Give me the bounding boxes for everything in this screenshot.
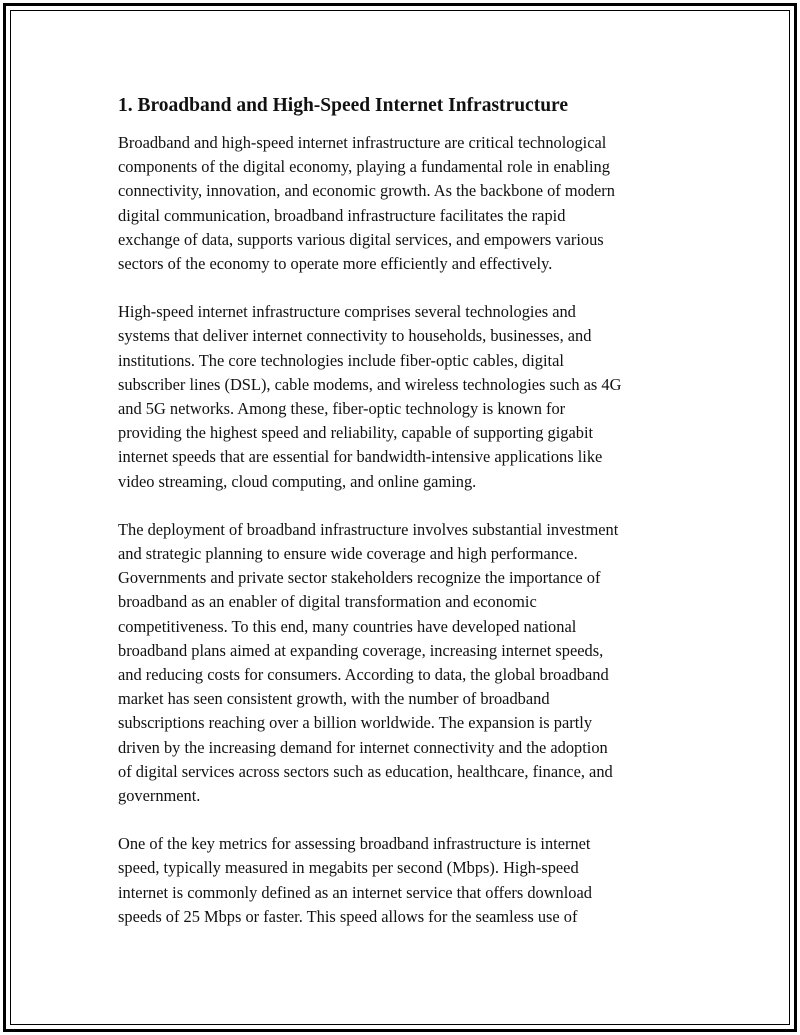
document-body	[118, 92, 688, 953]
text-line: institutions. The core technologies include fiber-optic cables, digital	[118, 350, 564, 370]
text-line: subscriber lines (DSL), cable modems, and wireless technologies such as 4G	[118, 374, 622, 394]
text-line: subscriptions reaching over a billion worldwide. The expansion is partly	[118, 713, 593, 733]
text-line: driven by the increasing demand for internet connectivity and the adoption	[118, 737, 608, 757]
text-line: Governments and private sector stakeholders recognize the importance of	[118, 568, 601, 588]
text-line: government.	[118, 786, 201, 806]
text-line: video streaming, cloud computing, and online gaming.	[118, 471, 477, 491]
text-line: sectors of the economy to operate more efficiently and effectively.	[118, 254, 553, 274]
text-line: internet speeds that are essential for bandwidth-intensive applications like	[118, 447, 603, 467]
text-line: The deployment of broadband infrastructure involves substantial investment	[118, 519, 619, 539]
text-line: components of the digital economy, playing a fundamental role in enabling	[118, 157, 610, 177]
text-line: market has seen consistent growth, with the number of broadband	[118, 689, 550, 709]
text-line: internet is commonly defined as an internet service that offers download	[118, 882, 592, 902]
text-line: digital communication, broadband infrastructure facilitates the rapid	[118, 205, 566, 225]
text-line: exchange of data, supports various digital services, and empowers various	[118, 229, 604, 249]
text-line: and 5G networks. Among these, fiber-optic technology is known for	[118, 399, 566, 419]
text-line: of digital services across sectors such as education, healthcare, finance, and	[118, 761, 613, 781]
text-line: broadband plans aimed at expanding coverage, increasing internet speeds,	[118, 640, 604, 660]
text-line: High-speed internet infrastructure comprises several technologies and	[118, 302, 576, 322]
paragraph-1	[118, 131, 688, 276]
text-line: broadband as an enabler of digital transformation and economic	[118, 592, 537, 612]
paragraph-3	[118, 518, 688, 808]
text-line: competitiveness. To this end, many countries have developed national	[118, 616, 577, 636]
section-heading: 1. Broadband and High-Speed Internet Infrastructure	[118, 95, 568, 116]
text-line: systems that deliver internet connectivity to households, businesses, and	[118, 326, 592, 346]
text-line: speed, typically measured in megabits per second (Mbps). High-speed	[118, 858, 579, 878]
paragraph-4	[118, 832, 688, 929]
text-line: providing the highest speed and reliability, capable of supporting gigabit	[118, 423, 594, 443]
text-line: Broadband and high-speed internet infrastructure are critical technological	[118, 133, 607, 152]
paragraph-2	[118, 300, 688, 494]
text-line: One of the key metrics for assessing broadband infrastructure is internet	[118, 834, 591, 854]
text-line: and strategic planning to ensure wide coverage and high performance.	[118, 544, 578, 564]
text-line: connectivity, innovation, and economic growth. As the backbone of modern	[118, 181, 615, 201]
text-line: and reducing costs for consumers. According to data, the global broadband	[118, 665, 609, 685]
text-line: speeds of 25 Mbps or faster. This speed allows for the seamless use of	[118, 906, 578, 926]
